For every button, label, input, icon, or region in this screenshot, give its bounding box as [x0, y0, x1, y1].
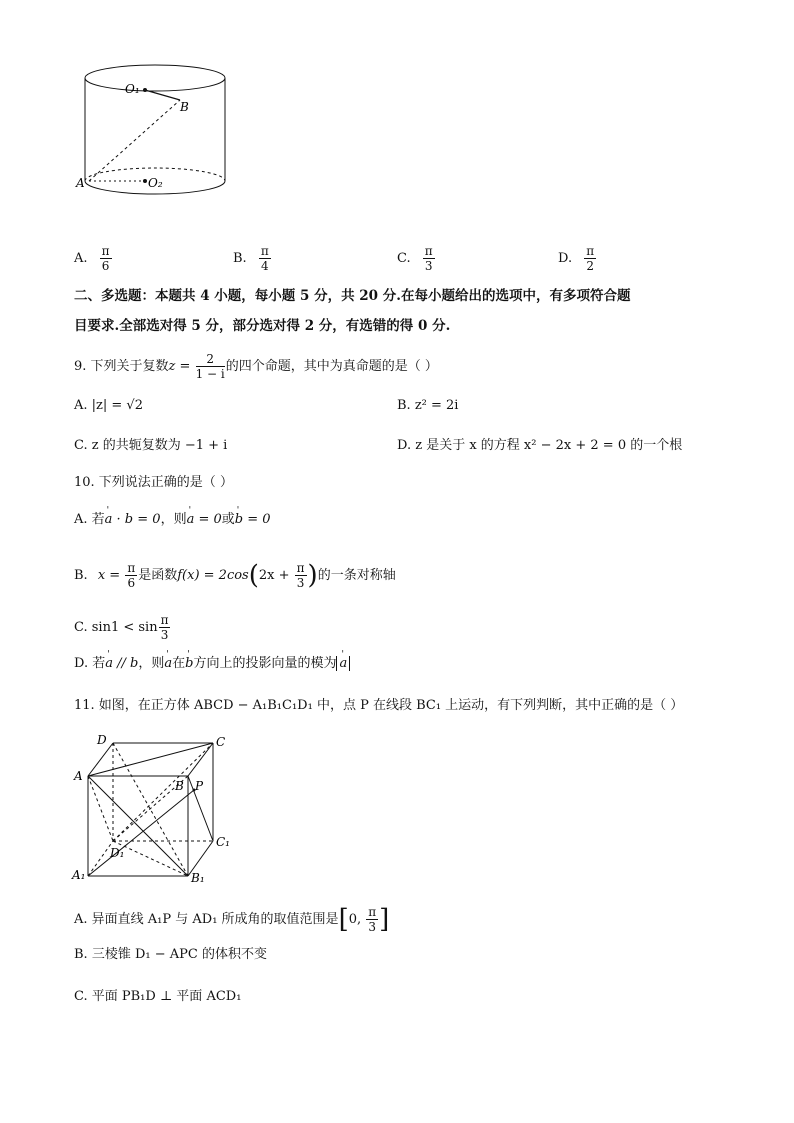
label-o2: O₂ [148, 176, 163, 190]
q10-option-a[interactable]: A. 若' a · b = 0，则' a = 0或' b = 0 [74, 511, 271, 529]
q9-option-b[interactable]: B. z² = 2i [397, 398, 459, 413]
cube-label-c1: C₁ [216, 835, 230, 849]
q11-stem: 11. 如图，在正方体 ABCD − A₁B₁C₁D₁ 中，点 P 在线段 BC₁ 上运动，有下列判断，其中正确的是（ ） [74, 698, 684, 713]
cube-label-a1: A₁ [72, 868, 86, 882]
q8-option-a[interactable]: A. $\frac{\pi}{6}$ [74, 244, 110, 273]
cube-label-b1: B₁ [191, 871, 205, 885]
label-b: B [180, 100, 189, 114]
cube-label-c: C [216, 735, 226, 749]
q11-option-c[interactable]: C. 平面 PB₁D ⊥ 平面 ACD₁ [74, 989, 242, 1004]
section-2-header-line2: 目要求.全部选对得 5 分，部分选对得 2 分，有选错的得 0 分. [74, 318, 451, 334]
q10-stem: 10. 下列说法正确的是（ ） [74, 475, 233, 490]
label-o1: O₁ [125, 82, 140, 96]
q11-option-a[interactable]: A. 异面直线 A₁P 与 AD₁ 所成角的取值范围是[0, $\frac{\pi}{3}$ ] [74, 904, 390, 935]
q8-option-c[interactable]: C. $\frac{\pi}{3}$ [397, 244, 433, 273]
q8-option-d[interactable]: D. $\frac{\pi}{2}$ [558, 244, 595, 273]
cube-label-b: B [175, 779, 184, 793]
q10-option-d[interactable]: D. 若' a // b，则' a在' b方向上的投影向量的模为' a [74, 655, 350, 673]
q8-option-b[interactable]: B. $\frac{\pi}{4}$ [233, 244, 269, 273]
cylinder-figure [70, 60, 230, 200]
q9-option-c[interactable]: C. z 的共轭复数为 −1 + i [74, 438, 228, 453]
q10-option-c[interactable]: C. sin1 < sin $\frac{\pi}{3}$ [74, 613, 169, 642]
q9-option-d[interactable]: D. z 是关于 x 的方程 x² − 2x + 2 = 0 的一个根 [397, 438, 683, 453]
q9-option-a[interactable]: A. |z| = √2 [74, 398, 143, 413]
section-2-header-line1: 二、多选题：本题共 4 小题，每小题 5 分，共 20 分.在每小题给出的选项中，有多项符合题 [74, 288, 631, 304]
cube-figure [68, 728, 238, 888]
cube-label-d: D [97, 733, 107, 747]
q11-option-b[interactable]: B. 三棱锥 D₁ − APC 的体积不变 [74, 947, 267, 962]
cube-label-a: A [74, 769, 83, 783]
q10-option-b[interactable]: B. x = $\frac{\pi}{6}$ 是函数f(x) = 2cos(2x + $\frac{\pi}{3}$ )的一条对称轴 [74, 560, 396, 591]
label-a: A [76, 176, 85, 190]
cube-label-p: P [195, 779, 204, 793]
q9-stem: 9. 下列关于复数z = $\frac{2}{1 - i}$ 的四个命题，其中为真命题的是（ ） [74, 352, 438, 381]
cube-label-d1: D₁ [110, 846, 125, 860]
